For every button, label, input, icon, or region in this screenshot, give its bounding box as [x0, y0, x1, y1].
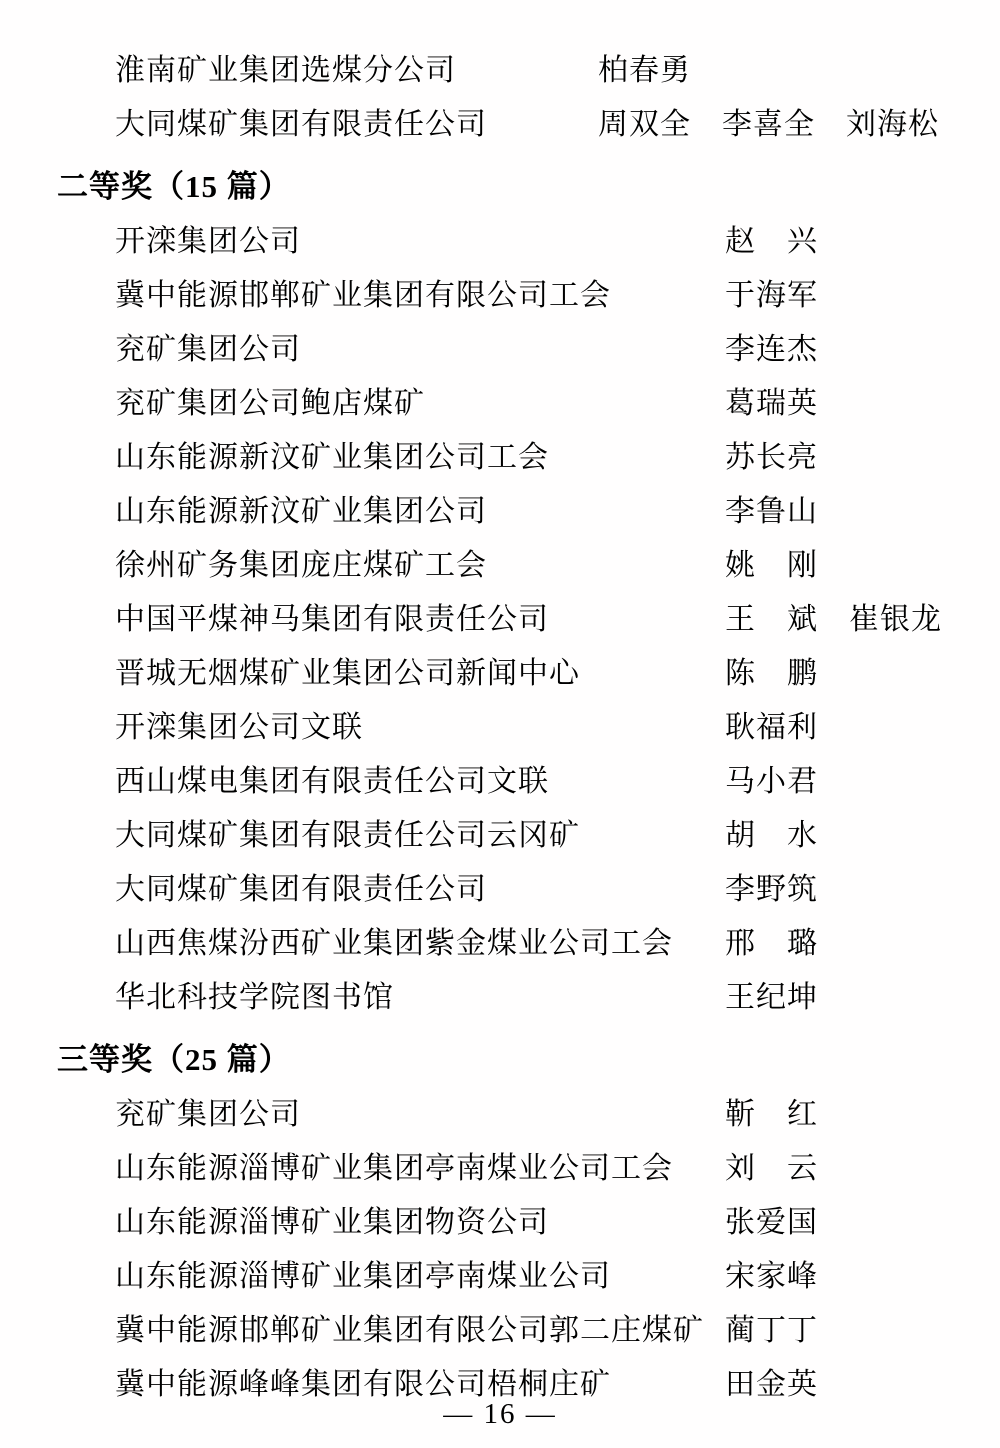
- org-name: 山西焦煤汾西矿业集团紫金煤业公司工会: [115, 927, 673, 960]
- winner-names: 李野筑: [725, 873, 818, 906]
- section-heading-text: 二等奖（15 篇）: [57, 169, 291, 204]
- org-name: 山东能源新汶矿业集团公司工会: [115, 441, 549, 474]
- winner-names: 邢 璐: [725, 927, 818, 960]
- winner-names: 柏春勇: [598, 54, 691, 87]
- award-row: [0, 1097, 1000, 1151]
- award-row: [0, 710, 1000, 764]
- winner-names: 耿福利: [725, 711, 818, 744]
- winner-names: 宋家峰: [725, 1260, 818, 1293]
- winner-names: 姚 刚: [725, 549, 818, 582]
- org-name: 淮南矿业集团选煤分公司: [115, 54, 456, 87]
- winner-names: 葛瑞英: [725, 387, 818, 420]
- winner-names: 周双全 李喜全 刘海松: [598, 108, 939, 141]
- award-row: [0, 926, 1000, 980]
- award-row: [0, 656, 1000, 710]
- org-name: 山东能源新汶矿业集团公司: [115, 495, 487, 528]
- page-number: — 16 —: [443, 1398, 557, 1430]
- award-row: [0, 1205, 1000, 1259]
- org-name: 大同煤矿集团有限责任公司云冈矿: [115, 819, 580, 852]
- award-row: [0, 818, 1000, 872]
- org-name: 西山煤电集团有限责任公司文联: [115, 765, 549, 798]
- org-name: 冀中能源峰峰集团有限公司梧桐庄矿: [115, 1368, 611, 1401]
- winner-names: 马小君: [725, 765, 818, 798]
- org-name: 晋城无烟煤矿业集团公司新闻中心: [115, 657, 580, 690]
- award-row: [0, 1259, 1000, 1313]
- winner-names: 田金英: [725, 1368, 818, 1401]
- award-row: [0, 872, 1000, 926]
- winner-names: 王 斌 崔银龙: [725, 603, 942, 636]
- org-name: 山东能源淄博矿业集团亭南煤业公司: [115, 1260, 611, 1293]
- winner-names: 李鲁山: [725, 495, 818, 528]
- org-name: 兖矿集团公司: [115, 333, 301, 366]
- winner-names: 于海军: [725, 279, 818, 312]
- award-list: [0, 53, 1000, 1421]
- award-row: [0, 224, 1000, 278]
- org-name: 大同煤矿集团有限责任公司: [115, 108, 487, 141]
- section-heading-third-prize: [0, 1040, 1000, 1097]
- award-row: [0, 494, 1000, 548]
- award-row: [0, 440, 1000, 494]
- org-name: 中国平煤神马集团有限责任公司: [115, 603, 549, 636]
- award-row: [0, 53, 1000, 107]
- winner-names: 陈 鹏: [725, 657, 818, 690]
- org-name: 山东能源淄博矿业集团亭南煤业公司工会: [115, 1152, 673, 1185]
- award-row: [0, 107, 1000, 161]
- winner-names: 王纪坤: [725, 981, 818, 1014]
- org-name: 大同煤矿集团有限责任公司: [115, 873, 487, 906]
- org-name: 开滦集团公司: [115, 225, 301, 258]
- winner-names: 张爱国: [725, 1206, 818, 1239]
- org-name: 开滦集团公司文联: [115, 711, 363, 744]
- award-row: [0, 764, 1000, 818]
- award-row: [0, 980, 1000, 1034]
- section-heading-second-prize: [0, 167, 1000, 224]
- award-row: [0, 548, 1000, 602]
- winner-names: 刘 云: [725, 1152, 818, 1185]
- winner-names: 胡 水: [725, 819, 818, 852]
- winner-names: 蔺丁丁: [725, 1314, 818, 1347]
- award-row: [0, 1313, 1000, 1367]
- org-name: 徐州矿务集团庞庄煤矿工会: [115, 549, 487, 582]
- winner-names: 靳 红: [725, 1098, 818, 1131]
- winner-names: 李连杰: [725, 333, 818, 366]
- award-row: [0, 602, 1000, 656]
- org-name: 冀中能源邯郸矿业集团有限公司郭二庄煤矿: [115, 1314, 704, 1347]
- award-row: [0, 386, 1000, 440]
- award-row: [0, 1151, 1000, 1205]
- org-name: 山东能源淄博矿业集团物资公司: [115, 1206, 549, 1239]
- winner-names: 赵 兴: [725, 225, 818, 258]
- award-row: [0, 332, 1000, 386]
- org-name: 兖矿集团公司: [115, 1098, 301, 1131]
- winner-names: 苏长亮: [725, 441, 818, 474]
- award-row: [0, 278, 1000, 332]
- org-name: 兖矿集团公司鲍店煤矿: [115, 387, 425, 420]
- section-heading-text: 三等奖（25 篇）: [57, 1042, 291, 1077]
- org-name: 华北科技学院图书馆: [115, 981, 394, 1014]
- org-name: 冀中能源邯郸矿业集团有限公司工会: [115, 279, 611, 312]
